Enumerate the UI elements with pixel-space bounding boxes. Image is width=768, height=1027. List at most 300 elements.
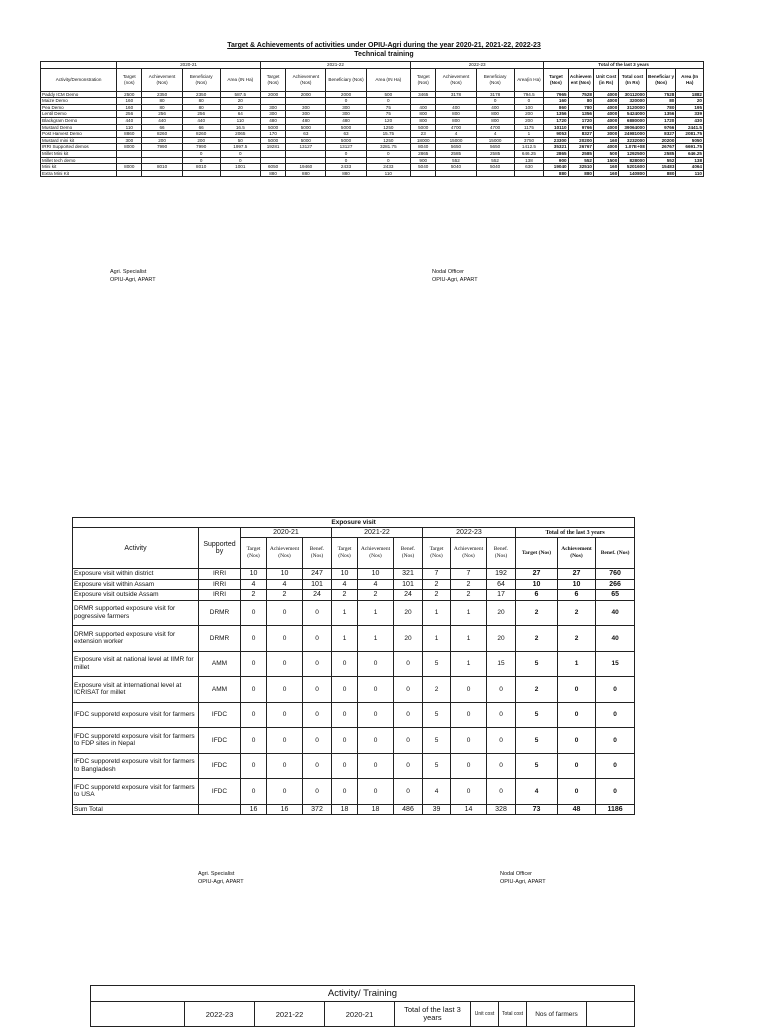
cell-value: 20 (220, 104, 260, 111)
cell-value (260, 150, 285, 157)
cell-value (142, 150, 182, 157)
total-value: 40 (596, 600, 635, 626)
total-value: 2 (558, 600, 596, 626)
cell-value: 0 (267, 779, 303, 805)
cell-value (436, 98, 476, 105)
cell-value: 0 (394, 779, 423, 805)
total-value: 3232000 (619, 137, 646, 144)
activity-header-blank (41, 62, 117, 69)
supported-by: IRRI (199, 579, 241, 590)
activity-training-title: Activity/ Training (91, 986, 635, 1002)
total-value: 10110 (544, 124, 568, 131)
cell-value: 300 (286, 104, 326, 111)
activity-name: Exposure visit at national level at IIMR for millet (73, 651, 199, 677)
cell-value: 0 (303, 651, 332, 677)
total-column-header: Benef. (Nos) (596, 538, 635, 569)
signature-office: OPIU-Agri, APART (500, 879, 546, 885)
cell-value: 0 (182, 157, 220, 164)
total-value: 20200 (646, 137, 676, 144)
cell-value: 75 (366, 111, 410, 118)
total-value: 20 (676, 98, 704, 105)
total-value: 160 (593, 137, 618, 144)
cell-value: 200 (182, 137, 220, 144)
total-value: 7528 (568, 91, 593, 98)
cell-value: 63 (326, 131, 366, 138)
supported-by: IRRI (199, 569, 241, 580)
table-row (41, 98, 704, 105)
cell-value: 0 (303, 702, 332, 728)
cell-value: 552 (476, 157, 514, 164)
activity-column-header: Activity (73, 528, 199, 569)
total-value: 8327 (646, 131, 676, 138)
cell-value: 101 (394, 579, 423, 590)
cell-value: 0 (358, 651, 394, 677)
table-row (41, 104, 704, 111)
supported-by: IRRI (199, 590, 241, 601)
cell-value: 0 (332, 677, 358, 703)
cell-value: 0 (366, 157, 410, 164)
column-header: Achievement (Nos) (451, 538, 487, 569)
cell-value (436, 170, 476, 177)
cell-value: 2 (451, 579, 487, 590)
total-value: 0 (558, 728, 596, 754)
activity-column-header: Activity/Demonstration (41, 68, 117, 91)
total-value: 73 (516, 804, 558, 815)
cell-value: 440 (142, 117, 182, 124)
column-header: Area (IN Ha) (366, 68, 410, 91)
cell-value: 63 (286, 131, 326, 138)
cell-value: 247 (303, 569, 332, 580)
cell-value: 10 (241, 569, 267, 580)
column-header: Achievement (Nos) (358, 538, 394, 569)
total-column-header: Beneficiar y (Nos) (646, 68, 676, 91)
total-value: 7528 (646, 91, 676, 98)
cell-value: 0 (394, 651, 423, 677)
cell-value: 0 (267, 651, 303, 677)
total-value: 780 (646, 104, 676, 111)
column-header: Target (Nos) (260, 68, 285, 91)
cell-value: 400 (436, 104, 476, 111)
cell-value: 5000 (326, 124, 366, 131)
cell-value: 8000 (117, 144, 142, 151)
cell-value: 15000 (476, 137, 514, 144)
column-header: Beneficiary (Nos) (326, 68, 366, 91)
activity-name: Maize Demo (41, 98, 117, 105)
cell-value: 20 (487, 600, 516, 626)
table1-signature-right (432, 268, 478, 284)
exposure-visit-table (72, 517, 635, 815)
total-column-header: Target (Nos) (516, 538, 558, 569)
cell-value: 300 (260, 111, 285, 118)
cell-value: 13127 (286, 144, 326, 151)
cell-value (142, 170, 182, 177)
cell-value: 5 (423, 753, 451, 779)
cell-value: 0 (267, 728, 303, 754)
table-row (41, 117, 704, 124)
activity-name: Post Harvest Demo (41, 131, 117, 138)
total-value: 646.25 (676, 150, 704, 157)
total-value: 10 (516, 579, 558, 590)
cell-value: 2 (332, 590, 358, 601)
cell-value: 0 (451, 779, 487, 805)
cell-value: 630 (514, 164, 544, 171)
cell-value: 800 (436, 117, 476, 124)
total-value: 339 (676, 111, 704, 118)
table-row (73, 590, 635, 601)
activity-name: Mustard mini kit (41, 137, 117, 144)
total-value: 1.07E+08 (619, 144, 646, 151)
table-row (73, 779, 635, 805)
cell-value: 0 (303, 600, 332, 626)
cell-value: 0 (267, 677, 303, 703)
cell-value (117, 150, 142, 157)
table-row (41, 124, 704, 131)
total-value: 195 (676, 104, 704, 111)
total-value: 35321 (544, 144, 568, 151)
cell-value: 1 (423, 600, 451, 626)
cell-value: 0 (303, 677, 332, 703)
total-value: 80 (568, 98, 593, 105)
cell-value: 3465 (411, 91, 436, 98)
activity-training-table (90, 985, 635, 1027)
cell-value: 20 (487, 626, 516, 652)
cell-value: 7 (451, 569, 487, 580)
cell-value: 5000 (326, 137, 366, 144)
activity-name: Exposure visit within district (73, 569, 199, 580)
total-value: 1292500 (619, 150, 646, 157)
activity-name: Mustard Demo (41, 124, 117, 131)
cell-value: 15000 (436, 137, 476, 144)
total-value: 780 (568, 104, 593, 111)
cell-value (220, 170, 260, 177)
total-value: 1356 (646, 111, 676, 118)
cell-value: 2585 (436, 150, 476, 157)
cell-value: 64 (220, 111, 260, 118)
cell-value: 5 (423, 651, 451, 677)
activity-name: IRRI Supported demos (41, 144, 117, 151)
total-value: 2 (516, 677, 558, 703)
total-value: 1720 (568, 117, 593, 124)
cell-value: 300 (117, 137, 142, 144)
cell-value: 0 (358, 728, 394, 754)
cell-value: 50 (220, 137, 260, 144)
cell-value: 1 (332, 600, 358, 626)
total-value: 15 (596, 651, 635, 677)
cell-value: 256 (182, 111, 220, 118)
cell-value: 80 (142, 98, 182, 105)
cell-value: 2 (451, 590, 487, 601)
total-value: 828000 (619, 157, 646, 164)
cell-value: 3750 (514, 137, 544, 144)
cell-value: 0 (394, 677, 423, 703)
cell-value: 300 (326, 104, 366, 111)
cell-value: 440 (117, 117, 142, 124)
cell-value: 2 (423, 590, 451, 601)
cell-value: 80 (182, 98, 220, 105)
year-header: 2020-21 (325, 1002, 395, 1027)
cell-value: 1 (358, 600, 394, 626)
activity-name: Exposure visit outside Assam (73, 590, 199, 601)
cell-value: 0 (303, 779, 332, 805)
cell-value: 5000 (286, 137, 326, 144)
cell-value: 100 (514, 104, 544, 111)
cell-value: 0 (358, 779, 394, 805)
cell-value: 3178 (436, 91, 476, 98)
total-value: 1500 (593, 157, 618, 164)
cell-value: 0 (241, 728, 267, 754)
cell-value: 552 (436, 157, 476, 164)
table-row (41, 131, 704, 138)
column-header: Achievement (Nos) (267, 538, 303, 569)
cell-value: 0 (332, 702, 358, 728)
signature-office: OPIU-Agri, APART (110, 277, 156, 283)
total-value: 0 (596, 753, 635, 779)
column-header: Benef. (Nos) (303, 538, 332, 569)
total-value: 880 (568, 170, 593, 177)
cell-value: 20 (220, 98, 260, 105)
cell-value: 800 (436, 111, 476, 118)
cell-value: 646.25 (514, 150, 544, 157)
cell-value: 0 (358, 677, 394, 703)
cell-value: 2350 (182, 91, 220, 98)
total-header: Total of the last 3 years (544, 62, 704, 69)
cell-value: 4 (267, 579, 303, 590)
total-value: 1356 (568, 111, 593, 118)
cell-value: 3281.75 (366, 144, 410, 151)
cell-value: 0 (451, 753, 487, 779)
cell-value: 5000 (260, 137, 285, 144)
cell-value: 0 (241, 651, 267, 677)
cell-value: 300 (286, 111, 326, 118)
cell-value: 8860 (117, 131, 142, 138)
total-value: 552 (568, 157, 593, 164)
table-row (41, 111, 704, 118)
column-header: Achievement (Nos) (286, 68, 326, 91)
total-value: 4064 (676, 164, 704, 171)
cell-value: 16.5 (220, 124, 260, 131)
cell-value: 480 (286, 117, 326, 124)
total-value: 0 (558, 753, 596, 779)
cell-value: 0 (241, 600, 267, 626)
column-header: Achievement (Nos) (142, 68, 182, 91)
table-row (73, 579, 635, 590)
cell-value: 4 (423, 779, 451, 805)
total-value: 4000 (593, 117, 618, 124)
cell-value: 1001 (220, 164, 260, 171)
cell-value: 0 (332, 753, 358, 779)
cell-value: 66 (142, 124, 182, 131)
cell-value: 75 (366, 104, 410, 111)
activity-name: IFDC supporetd exposure visit for farmers to FDP sites in Nepal (73, 728, 199, 754)
cell-value: 16 (267, 804, 303, 815)
year-header: 2022-23 (185, 1002, 255, 1027)
cell-value: 3178 (476, 91, 514, 98)
cell-value (260, 98, 285, 105)
cell-value: 800 (476, 117, 514, 124)
total-value: 2441.5 (676, 124, 704, 131)
cell-value: 0 (451, 677, 487, 703)
total-value: 40 (596, 626, 635, 652)
total-value: 760 (596, 569, 635, 580)
column-header: Target (nos) (117, 68, 142, 91)
cell-value: 587.5 (220, 91, 260, 98)
cell-value: 2000 (286, 91, 326, 98)
total-value: 0 (596, 677, 635, 703)
total-value: 15483 (646, 164, 676, 171)
total-value: 1356 (544, 111, 568, 118)
cell-value: 8010 (142, 164, 182, 171)
cell-value: 880 (286, 170, 326, 177)
cell-value: 1175 (514, 124, 544, 131)
cell-value: 794.5 (514, 91, 544, 98)
total-value: 4 (516, 779, 558, 805)
cell-value: 1997.5 (220, 144, 260, 151)
cell-value: 110 (366, 170, 410, 177)
cell-value: 2 (358, 590, 394, 601)
supported-by: AMM (199, 651, 241, 677)
cell-value: 5040 (476, 164, 514, 171)
total-value: 5050 (676, 137, 704, 144)
cell-value: 10 (267, 569, 303, 580)
cell-value: 5 (423, 702, 451, 728)
total-column-header: Achievement (Nos) (558, 538, 596, 569)
cell-value: 0 (182, 150, 220, 157)
total-value: 0 (558, 779, 596, 805)
total-value: 1720 (646, 117, 676, 124)
cell-value: 5000 (286, 124, 326, 131)
signature-role: Nodal Officer (432, 269, 464, 275)
cell-value: 110 (117, 124, 142, 131)
cell-value: 8040 (411, 144, 436, 151)
cell-value: 15 (487, 651, 516, 677)
technical-training-subtitle: Technical training (354, 51, 414, 58)
cell-value: 1 (332, 626, 358, 652)
cell-value: 2000 (260, 91, 285, 98)
cell-value: 1 (451, 651, 487, 677)
cell-value: 0 (487, 702, 516, 728)
cell-value: 17 (487, 590, 516, 601)
total-value: 880 (544, 170, 568, 177)
activity-name: IFDC supporetd exposure visit for farmers to USA (73, 779, 199, 805)
total-value: 65 (596, 590, 635, 601)
activity-training-blank (91, 1002, 185, 1027)
total-value: 500 (593, 150, 618, 157)
cell-value: 4700 (436, 124, 476, 131)
cell-value: 5000 (260, 124, 285, 131)
cell-value: 0 (267, 600, 303, 626)
cell-value: 500 (366, 91, 410, 98)
supported-by: IFDC (199, 779, 241, 805)
cell-value: 0 (514, 98, 544, 105)
table-row (73, 600, 635, 626)
column-header: Beneficiary (Nos) (476, 68, 514, 91)
total-value: 80 (646, 98, 676, 105)
table-row (41, 170, 704, 177)
total-value: 5201600 (619, 164, 646, 171)
cell-value: 1 (423, 626, 451, 652)
cell-value: 2585 (476, 150, 514, 157)
cell-value: 321 (394, 569, 423, 580)
supported-by (199, 804, 241, 815)
year-header: 2022-23 (411, 62, 544, 69)
cell-value: 8260 (182, 131, 220, 138)
total-value: 5 (516, 728, 558, 754)
cell-value: 8000 (117, 164, 142, 171)
total-value: 2 (558, 626, 596, 652)
activity-name: Paddy ICM Demo (41, 91, 117, 98)
cell-value: 880 (326, 170, 366, 177)
activity-name: Exposure visit at international level at ICRISAT for millet (73, 677, 199, 703)
cell-value: 64 (487, 579, 516, 590)
technical-training-page-title: Target & Achievements of activities under OPIU-Agri during the year 2020-21, 2021-22, 2022-23 (227, 42, 541, 49)
cell-value: 7990 (142, 144, 182, 151)
cell-value: 4 (358, 579, 394, 590)
activity-name: Mini kit (41, 164, 117, 171)
total-value: 9766 (568, 124, 593, 131)
cell-value: 900 (411, 157, 436, 164)
total-value: 2585 (646, 150, 676, 157)
cell-value: 800 (476, 111, 514, 118)
total-value: 9766 (646, 124, 676, 131)
cell-value (260, 157, 285, 164)
total-value: 19040 (544, 164, 568, 171)
year-header: 2021-22 (255, 1002, 325, 1027)
cell-value: 4700 (476, 124, 514, 131)
table-row (73, 702, 635, 728)
cell-value: 2 (241, 590, 267, 601)
total-value: 0 (596, 702, 635, 728)
cell-value: 0 (394, 702, 423, 728)
cell-value: 192 (487, 569, 516, 580)
activity-name: DRMR supported exposure visit for pogressive farmers (73, 600, 199, 626)
activity-name: Sum Total (73, 804, 199, 815)
cell-value (411, 98, 436, 105)
cell-value: 0 (487, 677, 516, 703)
cell-value: 6050 (260, 164, 285, 171)
cell-value: 0 (358, 702, 394, 728)
cell-value (286, 98, 326, 105)
total-value: 23300 (544, 137, 568, 144)
cell-value: 4 (476, 131, 514, 138)
activity-training-blank (587, 1002, 635, 1027)
total-column-header: Achievem ent (Nos) (568, 68, 593, 91)
cell-value: 5040 (411, 164, 436, 171)
total-value: 10 (558, 579, 596, 590)
year-header: 2021-22 (260, 62, 410, 69)
total-value: 26767 (646, 144, 676, 151)
cell-value: 15.75 (366, 131, 410, 138)
cell-value: 24 (394, 590, 423, 601)
cell-value: 200 (514, 117, 544, 124)
total-value: 2 (516, 626, 558, 652)
column-header: Area(in Ha) (514, 68, 544, 91)
table-row (41, 137, 704, 144)
total-value: 2 (516, 600, 558, 626)
cell-value: 7 (423, 569, 451, 580)
total-value: 20200 (568, 137, 593, 144)
year-header: 2022-23 (423, 528, 516, 538)
signature-office: OPIU-Agri, APART (432, 277, 478, 283)
cell-value: 2865 (411, 150, 436, 157)
table-row (41, 157, 704, 164)
cell-value: 4 (436, 131, 476, 138)
total-value: 8327 (568, 131, 593, 138)
cell-value: 2500 (117, 91, 142, 98)
cell-value (117, 157, 142, 164)
cell-value: 2350 (142, 91, 182, 98)
cell-value: 0 (394, 728, 423, 754)
activity-name: IFDC supporetd exposure visit for farmers (73, 702, 199, 728)
